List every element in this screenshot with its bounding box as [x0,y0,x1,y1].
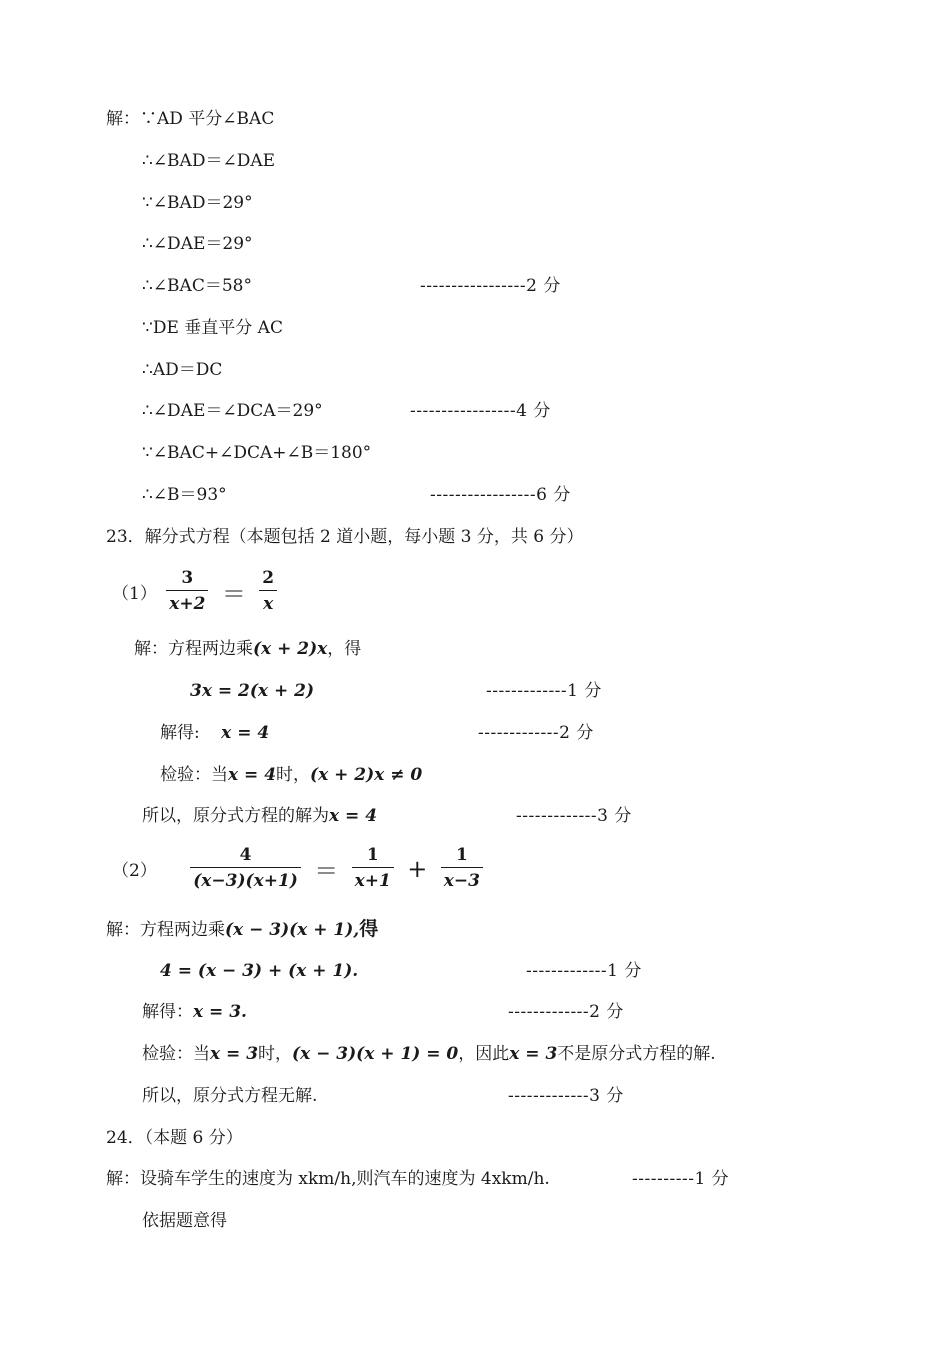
p23-q2-get: 得 [359,918,379,940]
p23-q2-multiplier: (x − 3)(x + 1), [225,920,360,940]
p23-q1-equation [112,566,281,617]
p22-line-2: ∴∠BAD＝∠DAE [142,151,276,171]
p22-line-8: ∴∠DAE＝∠DCA＝29° [142,401,323,421]
p23-q1-rhs-fraction [259,566,277,617]
p23-q2-score-3: -------------3 分 [508,1086,624,1106]
p23-q1-solution-line [134,638,361,660]
p23-q2-r2-num: 1 [455,845,468,865]
p23-q1-lhs-den: x+2 [166,590,208,617]
p23-q1-check-when: 时， [276,765,311,785]
p23-q2-plus: + [407,854,428,883]
p23-q1-answer: x = 4 [221,723,270,743]
p23-q2-eq1: 4 = (x − 3) + (x + 1). [160,961,359,981]
p23-q2-r1-den: x+1 [352,867,394,894]
p23-q2-check-line [142,1043,716,1065]
p23-q1-eq1: 3x = 2(x + 2) [190,681,315,701]
p23-q2-r1-fraction [352,843,394,894]
p22-line-5: ∴∠BAC＝58° [142,276,252,296]
p23-q1-check-x: x = 4 [228,765,277,785]
p22-line-9: ∵∠BAC+∠DCA+∠B＝180° [142,443,372,463]
p23-q2-solve-line [142,1001,247,1023]
p23-q1-label: （1） [112,584,157,604]
p23-q1-concl-x: x = 4 [329,806,378,826]
p22-score-6: -----------------6 分 [430,485,571,505]
p23-q1-multiplier: (x + 2)x [253,639,328,659]
p23-q2-check-x2: x = 3 [509,1044,558,1064]
p22-line-3: ∵∠BAD＝29° [142,193,253,213]
p23-heading: 23．解分式方程（本题包括 2 道小题，每小题 3 分，共 6 分） [106,527,584,547]
p23-q2-lhs-den: (x−3)(x+1) [190,867,301,894]
p23-q1-concl-text: 所以，原分式方程的解为 [142,806,329,826]
p23-q1-rhs-den: x [259,590,277,617]
p23-q1-sol-text: 解：方程两边乘 [134,639,253,659]
p23-q1-equals: ＝ [221,580,246,608]
p23-q1-lhs-fraction [166,566,208,617]
p23-q1-check-label: 检验：当 [160,765,228,785]
p23-q1-check-expr: (x + 2)x ≠ 0 [310,765,423,785]
p23-q2-r2-fraction [441,843,483,894]
p23-q2-check-end: 不是原分式方程的解. [557,1044,716,1064]
p23-q2-sol-text: 解：方程两边乘 [106,920,225,940]
p23-q1-get: ，得 [327,639,362,659]
p23-q1-lhs-num: 3 [181,568,194,588]
p23-q2-score-2: -------------2 分 [508,1002,624,1022]
p22-line-6: ∵DE 垂直平分 AC [142,318,283,338]
p23-q2-label: （2） [112,861,157,881]
p23-q2-r2-den: x−3 [441,867,483,894]
p23-q2-solve-label: 解得： [142,1002,193,1022]
p23-q2-check-mid: ，因此 [458,1044,510,1064]
p24-solution-line: 解：设骑车学生的速度为 xkm/h,则汽车的速度为 4xkm/h. [106,1169,550,1189]
p23-q2-r1-num: 1 [366,845,379,865]
p23-q1-check-line [160,764,422,786]
p23-q1-score-2: -------------2 分 [478,723,594,743]
p24-next-line: 依据题意得 [142,1211,227,1231]
p23-q2-solution-line [106,918,378,941]
p23-q2-score-1: -------------1 分 [526,961,642,981]
p23-q1-solve-line [160,722,269,744]
p23-q2-lhs-fraction [190,843,301,894]
p22-line-1: 解：∵AD 平分∠BAC [106,109,275,129]
p23-q2-answer: x = 3. [193,1002,247,1022]
p23-q1-rhs-num: 2 [262,568,275,588]
p22-line-4: ∴∠DAE＝29° [142,234,253,254]
p22-score-2: -----------------2 分 [420,276,561,296]
p23-q1-score-1: -------------1 分 [486,681,602,701]
p23-q2-check-when: 时， [258,1044,293,1064]
p22-score-4: -----------------4 分 [410,401,551,421]
p23-q1-score-3: -------------3 分 [516,806,632,826]
p22-line-7: ∴AD＝DC [142,360,223,380]
p22-line-10: ∴∠B＝93° [142,485,227,505]
p23-q2-equals: ＝ [314,857,339,885]
p24-heading: 24．（本题 6 分） [106,1128,243,1148]
p23-q1-solve-label: 解得: [160,723,200,743]
p23-q2-check-label: 检验：当 [142,1044,210,1064]
p23-q2-check-expr: (x − 3)(x + 1) = 0 [292,1044,459,1064]
p23-q2-equation [112,843,487,894]
p23-q1-conclusion [142,805,377,827]
p23-q2-lhs-num: 4 [239,845,252,865]
p23-q2-check-x: x = 3 [210,1044,259,1064]
p24-score-1: ----------1 分 [632,1169,730,1189]
p23-q2-conclusion: 所以，原分式方程无解. [142,1086,318,1106]
